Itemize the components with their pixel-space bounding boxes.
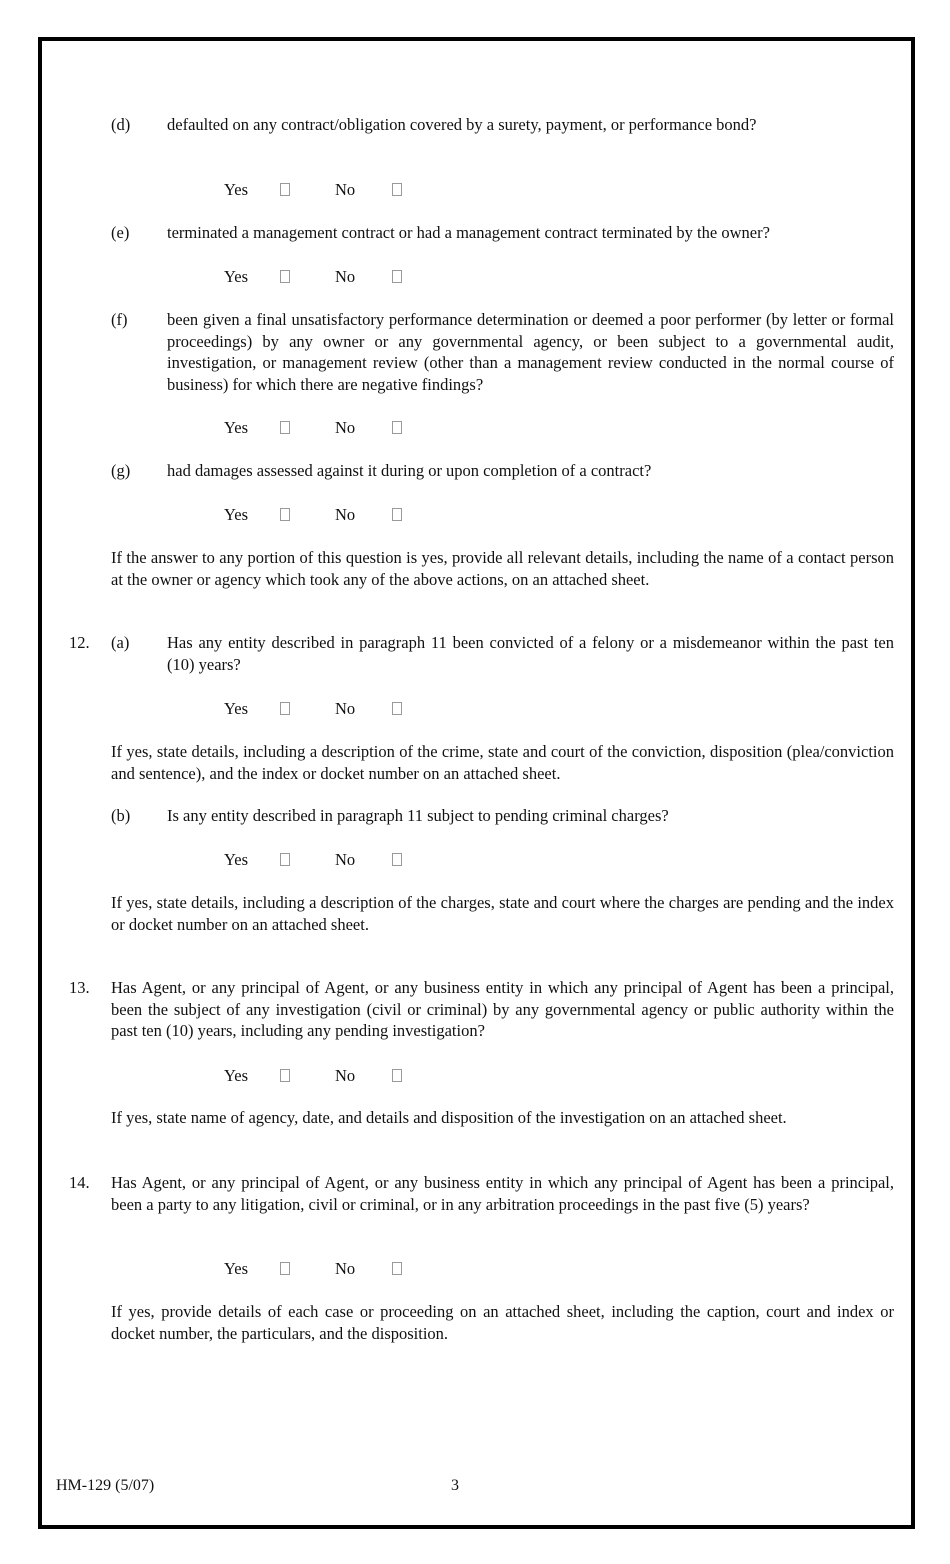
no-checkbox-12a[interactable] xyxy=(392,702,402,715)
item-g-label: (g) xyxy=(111,461,131,480)
yes-checkbox-13[interactable] xyxy=(280,1069,290,1082)
no-checkbox-14[interactable] xyxy=(392,1262,402,1275)
q11-note: If the answer to any portion of this question is yes, provide all relevant details, including the name of a contact person at the owner or agency which took any of the above actions, on an attached sheet. xyxy=(111,548,894,589)
item-f-text: been given a final unsatisfactory performance determination or deemed a poor performer (by letter or formal proceedings) by any owner or any governmental agency, or been subject to a governmental audit, investigation, or management review (other than a management review conducted in the normal course of business) for which there are negative findings? xyxy=(167,310,894,394)
q12-b-label: (b) xyxy=(111,806,131,825)
page-number: 3 xyxy=(451,1477,459,1494)
no-checkbox-12b[interactable] xyxy=(392,853,402,866)
no-checkbox-f[interactable] xyxy=(392,421,402,434)
no-label: No xyxy=(335,418,356,437)
no-label: No xyxy=(335,1066,356,1085)
form-id: HM-129 (5/07) xyxy=(56,1477,155,1494)
yes-label: Yes xyxy=(224,1066,249,1085)
no-checkbox-13[interactable] xyxy=(392,1069,402,1082)
no-checkbox-g[interactable] xyxy=(392,508,402,521)
q12-a-note: If yes, state details, including a description of the crime, state and court of the conviction, disposition (plea/conviction and sentence), and the index or docket number on an attached sheet. xyxy=(111,742,894,783)
yes-checkbox-d[interactable] xyxy=(280,183,290,196)
no-label: No xyxy=(335,850,356,869)
no-label: No xyxy=(335,505,356,524)
yes-checkbox-12a[interactable] xyxy=(280,702,290,715)
yes-checkbox-g[interactable] xyxy=(280,508,290,521)
q12-b-text: Is any entity described in paragraph 11 subject to pending criminal charges? xyxy=(167,806,669,825)
item-g-text: had damages assessed against it during or upon completion of a contract? xyxy=(167,461,652,480)
yes-label: Yes xyxy=(224,505,249,524)
item-d-label: (d) xyxy=(111,115,131,134)
q13-number: 13. xyxy=(69,978,90,997)
yes-checkbox-12b[interactable] xyxy=(280,853,290,866)
yes-label: Yes xyxy=(224,418,249,437)
yes-checkbox-e[interactable] xyxy=(280,270,290,283)
no-checkbox-e[interactable] xyxy=(392,270,402,283)
item-e-text: terminated a management contract or had a management contract terminated by the owner? xyxy=(167,223,770,242)
item-d-text: defaulted on any contract/obligation covered by a surety, payment, or performance bond? xyxy=(167,115,757,134)
q12-a-text: Has any entity described in paragraph 11 been convicted of a felony or a misdemeanor within the past ten (10) years? xyxy=(167,633,894,674)
yes-checkbox-f[interactable] xyxy=(280,421,290,434)
no-label: No xyxy=(335,1259,356,1278)
no-label: No xyxy=(335,267,356,286)
q13-note: If yes, state name of agency, date, and details and disposition of the investigation on an attached sheet. xyxy=(111,1108,787,1127)
yes-checkbox-14[interactable] xyxy=(280,1262,290,1275)
q12-b-note: If yes, state details, including a description of the charges, state and court where the charges are pending and the index or docket number on an attached sheet. xyxy=(111,893,894,934)
no-label: No xyxy=(335,699,356,718)
yes-label: Yes xyxy=(224,267,249,286)
q14-note: If yes, provide details of each case or proceeding on an attached sheet, including the caption, court and index or docket number, the particulars, and the disposition. xyxy=(111,1302,894,1343)
q13-text: Has Agent, or any principal of Agent, or any business entity in which any principal of Agent has been a principal, been the subject of any investigation (civil or criminal) by any governmental agency or public authority within the past ten (10) years, including any pending investigation? xyxy=(111,978,894,1040)
q14-text: Has Agent, or any principal of Agent, or any business entity in which any principal of Agent has been a principal, been a party to any litigation, civil or criminal, or in any arbitration proceedings in the past five (5) years? xyxy=(111,1173,894,1214)
no-checkbox-d[interactable] xyxy=(392,183,402,196)
q12-number: 12. xyxy=(69,633,90,652)
q14-number: 14. xyxy=(69,1173,90,1192)
no-label: No xyxy=(335,180,356,199)
yes-label: Yes xyxy=(224,699,249,718)
item-f-label: (f) xyxy=(111,310,128,329)
yes-label: Yes xyxy=(224,850,249,869)
q12-a-label: (a) xyxy=(111,633,130,652)
yes-label: Yes xyxy=(224,180,249,199)
yes-label: Yes xyxy=(224,1259,249,1278)
item-e-label: (e) xyxy=(111,223,130,242)
